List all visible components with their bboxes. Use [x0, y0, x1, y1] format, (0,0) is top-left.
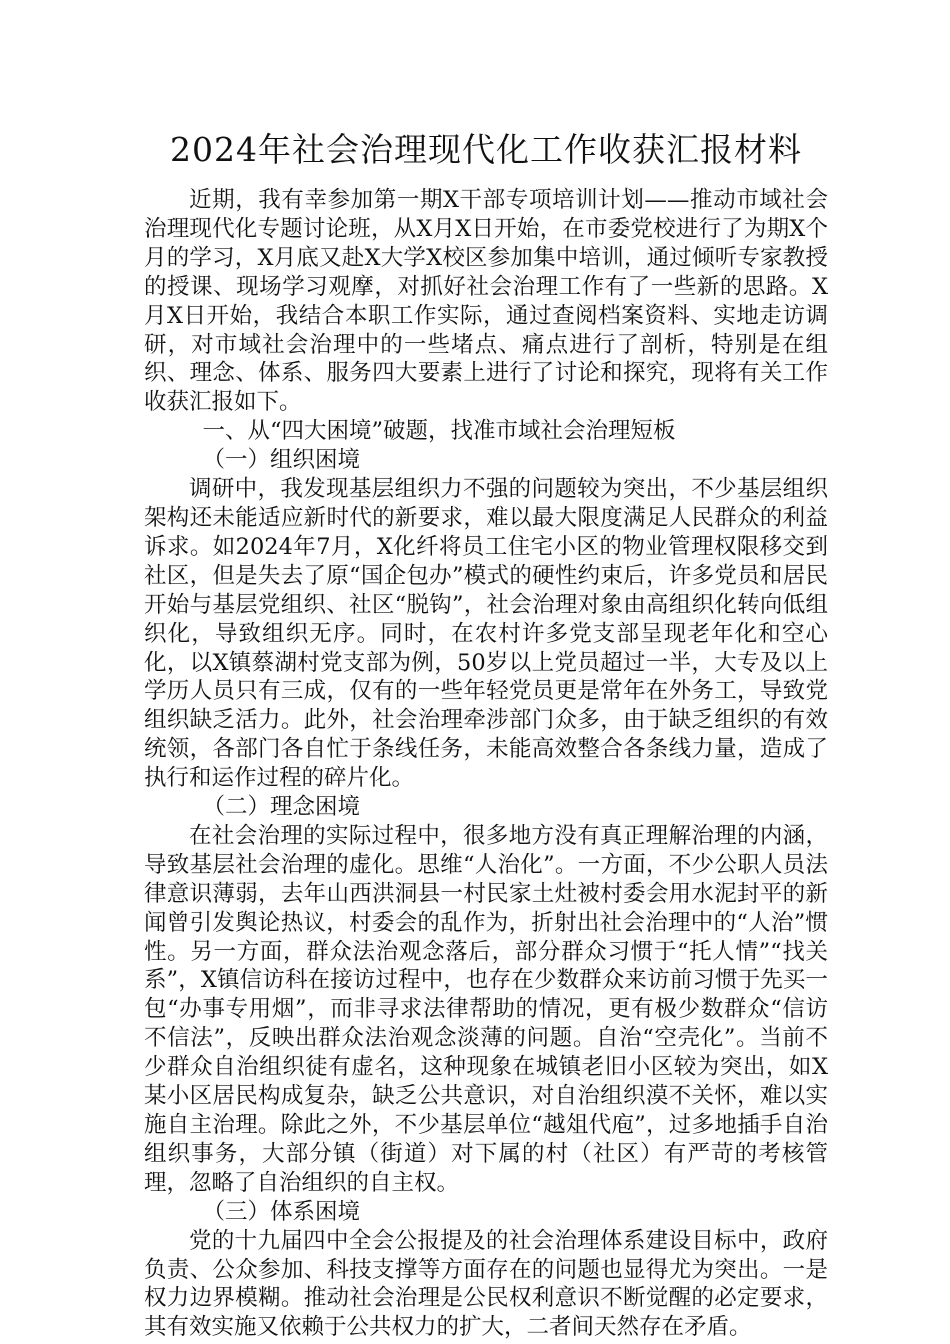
- section-heading-1: 一、从“四大困境”破题，找准市域社会治理短板: [202, 418, 676, 445]
- subsection-body-concept: 在社会治理的实际过程中，很多地方没有真正理解治理的内涵，导致基层社会治理的虚化。思维“人治化”。一方面，不少公职人员法律意识薄弱，去年山西洪洞县一村民家土灶被村委会用水泥封平的新闻曾引发舆论热议，村委会的乱作为，折射出社会治理中的“人治”惯性。另一方面，群众法治观念落后，部分群众习惯于“托人情”“找关系”，X镇信访科在接访过程中，也存在少数群众来访前习惯于先买一包“办事专用烟”，而非寻求法律帮助的情况，更有极少数群众“信访不信法”，反映出群众法治观念淡薄的问题。自治“空壳化”。当前不少群众自治组织徒有虚名，这种现象在城镇老旧小区较为突出，如X某小区居民构成复杂，缺乏公共意识，对自治组织漠不关怀，难以实施自主治理。除此之外，不少基层单位“越俎代庖”，过多地插手自治组织事务，大部分镇（街道）对下属的村（社区）有严苛的考核管理，忽略了自治组织的自主权。: [144, 822, 828, 1196]
- intro-paragraph: 近期，我有幸参加第一期X干部专项培训计划——推动市域社会治理现代化专题讨论班，从X月X日开始，在市委党校进行了为期X个月的学习，X月底又赴X大学X校区参加集中培训，通过倾听专家教授的授课、现场学习观摩，对抓好社会治理工作有了一些新的思路。X月X日开始，我结合本职工作实际，通过查阅档案资料、实地走访调研，对市域社会治理中的一些堵点、痛点进行了剖析，特别是在组织、理念、体系、服务四大要素上进行了讨论和探究，现将有关工作收获汇报如下。: [144, 187, 828, 416]
- document-page: [144, 128, 828, 1342]
- subsection-heading-concept: （二）理念困境: [202, 794, 361, 821]
- subsection-body-organization: 调研中，我发现基层组织力不强的问题较为突出，不少基层组织架构还未能适应新时代的新要求，难以最大限度满足人民群众的利益诉求。如2024年7月，X化纤将员工住宅小区的物业管理权限移交到社区，但是失去了原“国企包办”模式的硬性约束后，许多党员和居民开始与基层党组织、社区“脱钩”，社会治理对象由高组织化转向低组织化，导致组织无序。同时，在农村许多党支部呈现老年化和空心化，以X镇蔡湖村党支部为例，50岁以上党员超过一半，大专及以上学历人员只有三成，仅有的一些年轻党员更是常年在外务工，导致党组织缺乏活力。此外，社会治理牵涉部门众多，由于缺乏组织的有效统领，各部门各自忙于条线任务，未能高效整合各条线力量，造成了执行和运作过程的碎片化。: [144, 476, 828, 792]
- subsection-heading-system: （三）体系困境: [202, 1198, 361, 1225]
- subsection-body-system: 党的十九届四中全会公报提及的社会治理体系建设目标中，政府负责、公众参加、科技支撑等方面存在的问题也显得尤为突出。一是权力边界模糊。推动社会治理是公民权利意识不断觉醒的必定要求，其有效实施又依赖于公共权力的扩大，二者间天然存在矛盾。: [144, 1227, 828, 1341]
- document-title: 2024年社会治理现代化工作收获汇报材料: [170, 130, 802, 169]
- document-body: [144, 186, 828, 1342]
- subsection-heading-organization: （一）组织困境: [202, 447, 361, 474]
